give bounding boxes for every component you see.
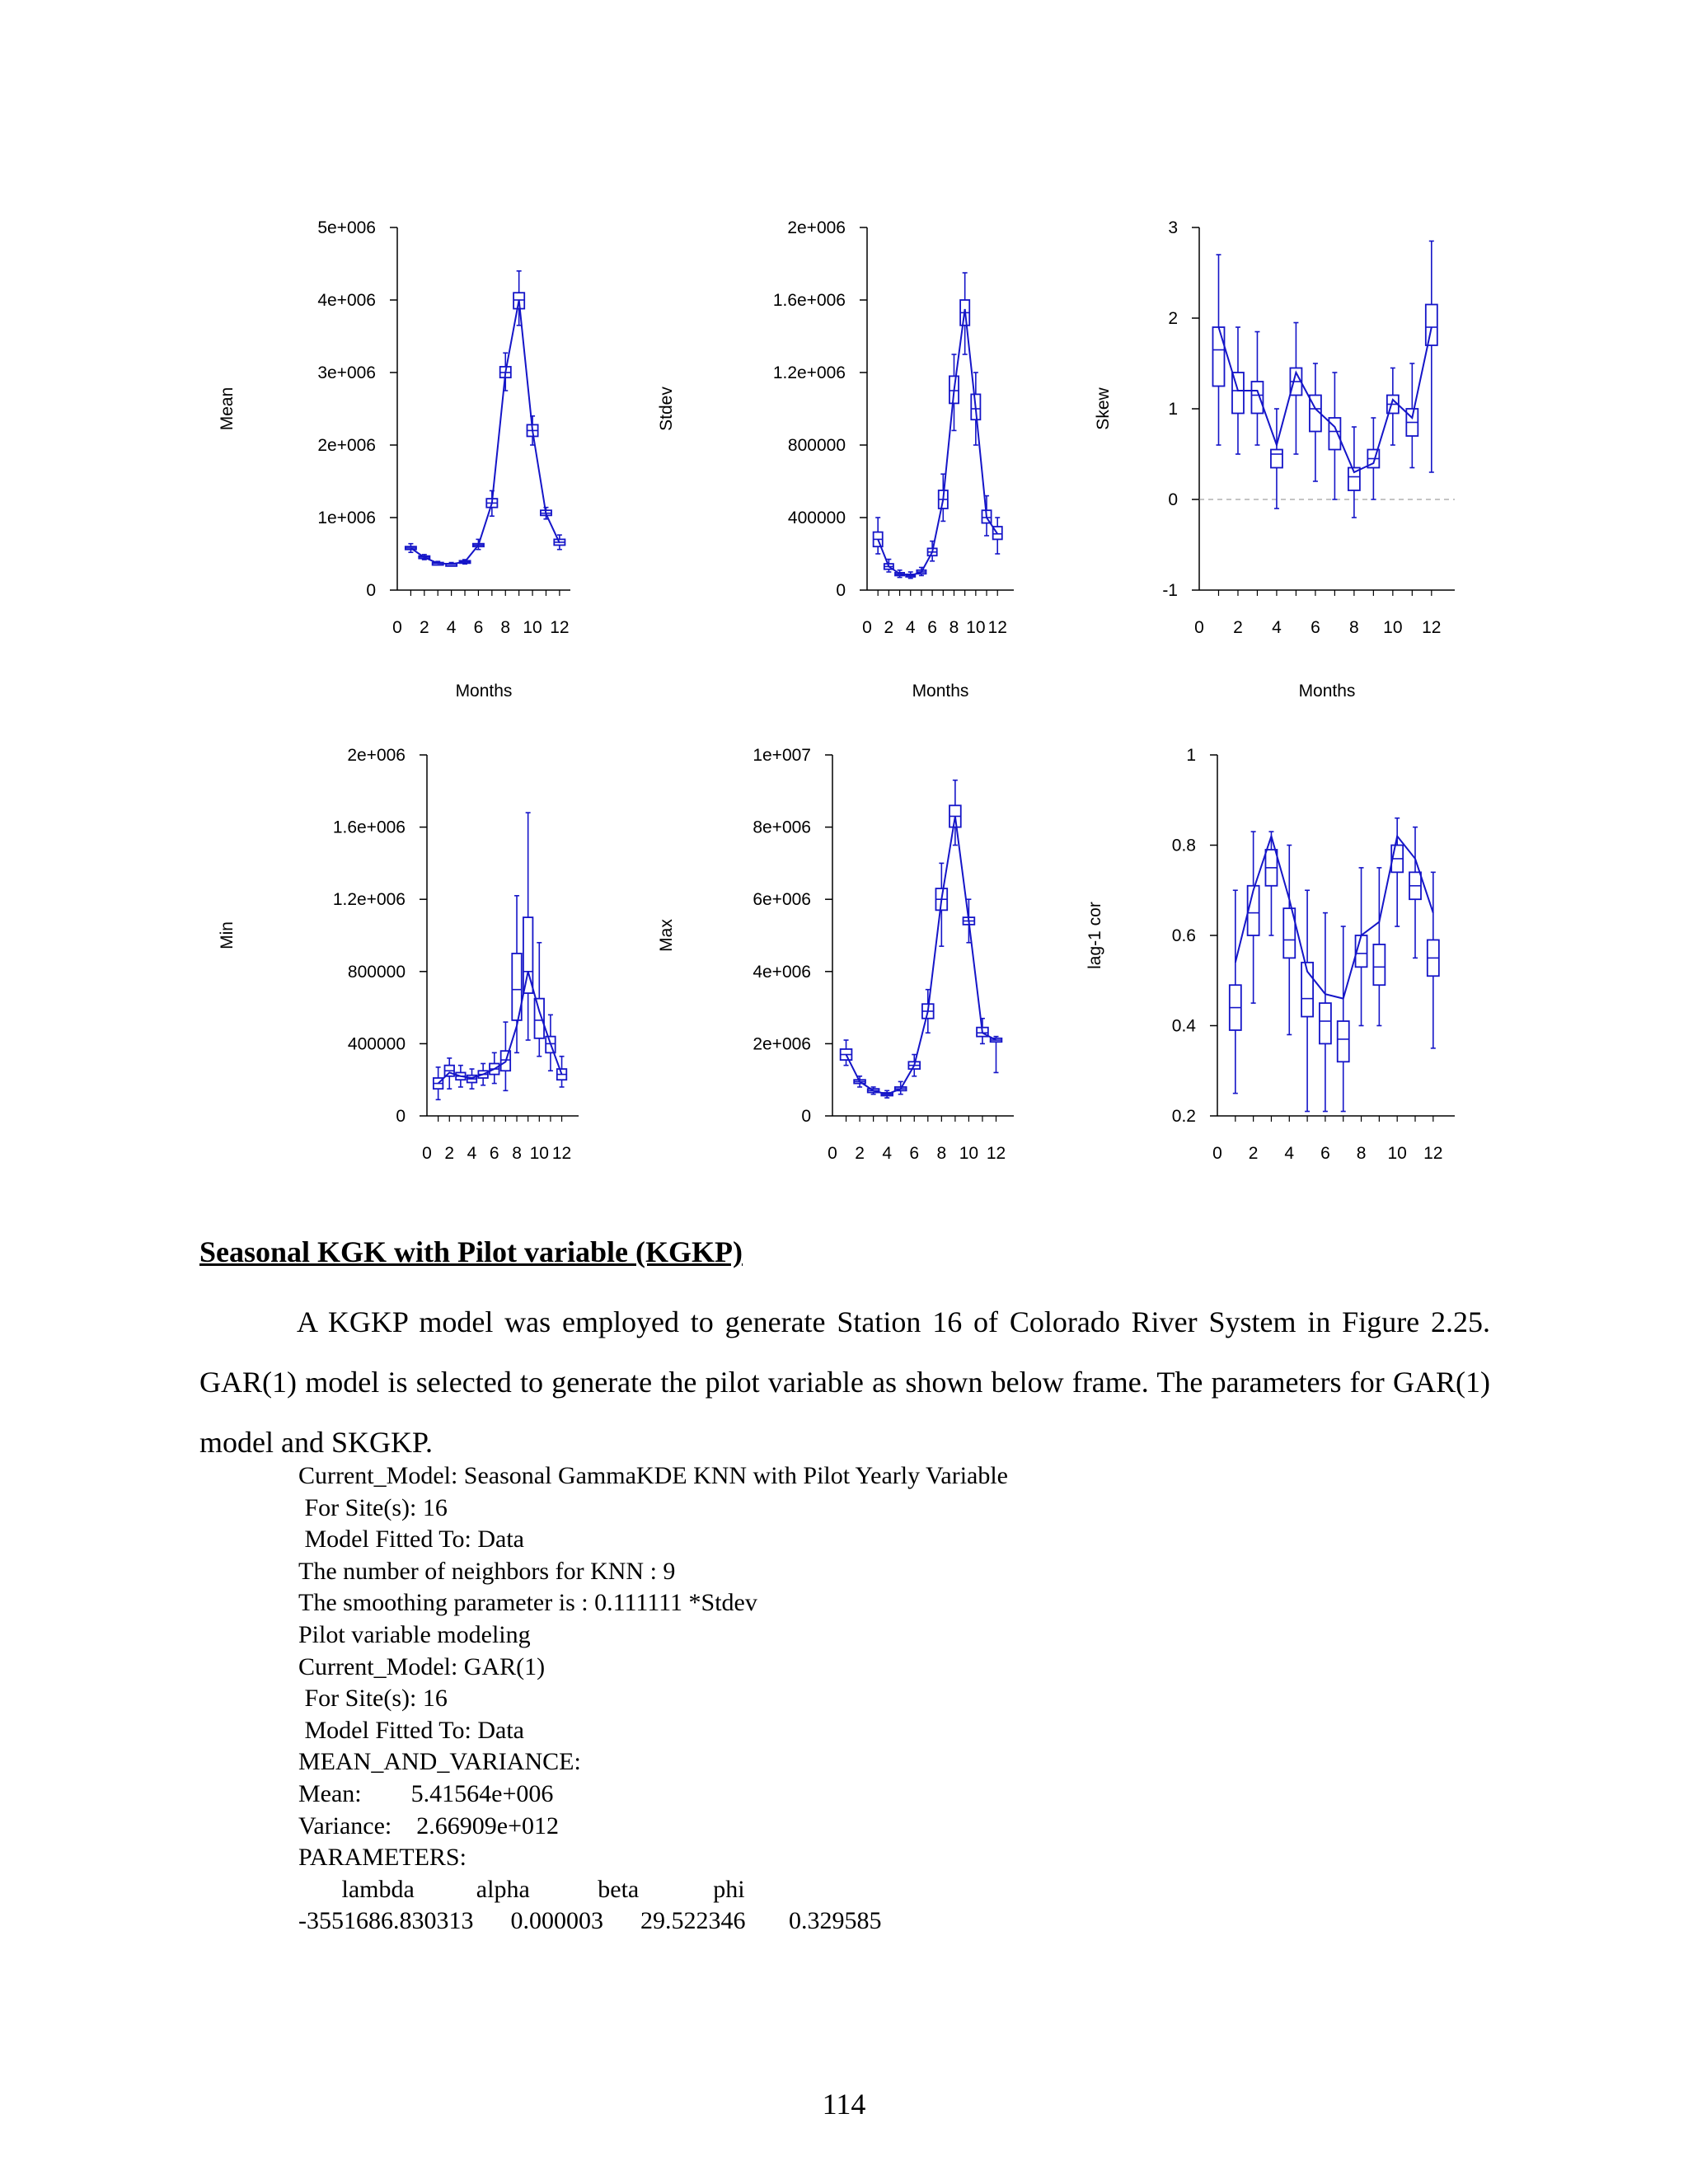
box-month-7 <box>501 1022 511 1090</box>
chart-panel-5 <box>657 746 1014 1163</box>
y-axis-label: Mean <box>218 387 237 431</box>
x-tick-label: 6 <box>1311 618 1320 637</box>
x-tick-label: 8 <box>949 618 959 637</box>
y-tick-label: -1 <box>1162 581 1178 600</box>
box-month-3 <box>1251 332 1263 446</box>
model-output-line: Mean: 5.41564e+006 <box>298 1779 554 1807</box>
box-iqr <box>1320 1003 1331 1043</box>
y-tick-label: 5e+006 <box>317 218 376 237</box>
y-axis-label: Skew <box>1094 387 1113 430</box>
chart-panel-2 <box>657 218 1014 701</box>
y-axis-label: lag-1 cor <box>1085 902 1104 969</box>
y-tick-label: 2e+006 <box>787 218 846 237</box>
x-tick-label: 0 <box>422 1144 432 1163</box>
y-tick-label: 0.2 <box>1171 1107 1196 1126</box>
page-number: 114 <box>822 2088 866 2121</box>
x-tick-label: 2 <box>884 618 894 637</box>
x-tick-label: 2 <box>1248 1144 1259 1163</box>
box-month-10 <box>1387 368 1399 446</box>
x-tick-label: 0 <box>1212 1144 1222 1163</box>
x-tick-label: 6 <box>1320 1144 1330 1163</box>
box-month-11 <box>1409 827 1421 958</box>
x-tick-label: 4 <box>905 618 916 637</box>
chart-panel-4 <box>218 746 579 1163</box>
y-tick-label: 0 <box>396 1107 406 1126</box>
x-tick-label: 0 <box>828 1144 837 1163</box>
y-tick-label: 2 <box>1168 309 1178 328</box>
box-month-12 <box>557 1057 567 1087</box>
y-tick-label: 800000 <box>347 962 406 982</box>
box-month-7 <box>1338 926 1349 1111</box>
y-tick-label: 800000 <box>787 436 846 455</box>
box-month-8 <box>512 896 522 1053</box>
y-tick-label: 1e+007 <box>753 746 811 765</box>
model-output-line: Current_Model: Seasonal GammaKDE KNN with Pilot Yearly Variable <box>298 1462 1008 1489</box>
model-output-line: The smoothing parameter is : 0.111111 *Stdev <box>298 1589 757 1617</box>
y-tick-label: 400000 <box>787 509 846 527</box>
box-month-5 <box>1301 890 1313 1111</box>
model-output-line: For Site(s): 16 <box>298 1685 448 1713</box>
y-tick-label: 2e+006 <box>317 436 376 455</box>
model-output-line: Current_Model: GAR(1) <box>298 1652 546 1680</box>
box-month-9 <box>1367 418 1379 499</box>
x-axis-label: Months <box>912 682 969 701</box>
model-output-line: Model Fitted To: Data <box>298 1526 524 1554</box>
box-month-9 <box>523 813 533 1040</box>
x-tick-label: 0 <box>392 618 402 637</box>
box-month-1 <box>1212 255 1224 445</box>
box-iqr <box>1373 944 1385 985</box>
section-heading: Seasonal KGK with Pilot variable (KGKP) <box>199 1235 743 1268</box>
x-tick-label: 2 <box>855 1144 865 1163</box>
x-tick-label: 10 <box>1387 1144 1407 1163</box>
x-tick-label: 8 <box>1356 1144 1367 1163</box>
chart-panel-3 <box>1094 218 1455 701</box>
y-tick-label: 1e+006 <box>317 509 376 527</box>
box-iqr <box>1212 327 1224 387</box>
x-tick-label: 4 <box>1272 618 1282 637</box>
y-axis-label: Max <box>657 919 676 952</box>
y-tick-label: 0 <box>1168 490 1178 509</box>
y-tick-label: 1 <box>1186 746 1196 765</box>
x-tick-label: 8 <box>512 1144 522 1163</box>
y-tick-label: 1.6e+006 <box>772 291 846 310</box>
box-month-12 <box>1426 241 1437 473</box>
box-month-12 <box>993 518 1002 554</box>
x-tick-label: 12 <box>1422 618 1442 637</box>
observed-line <box>846 816 996 1094</box>
x-tick-label: 2 <box>444 1144 455 1163</box>
y-tick-label: 0.4 <box>1171 1016 1196 1036</box>
model-output-line: PARAMETERS: <box>298 1844 467 1872</box>
y-tick-label: 1.6e+006 <box>332 818 406 837</box>
y-tick-label: 3 <box>1168 218 1178 237</box>
y-tick-label: 2e+006 <box>347 746 406 765</box>
x-tick-label: 8 <box>936 1144 947 1163</box>
x-tick-label: 4 <box>446 618 457 637</box>
x-tick-label: 8 <box>500 618 511 637</box>
box-month-4 <box>1271 409 1282 509</box>
y-tick-label: 4e+006 <box>317 291 376 310</box>
box-month-1 <box>1230 890 1241 1093</box>
model-output-block <box>298 1460 1008 1938</box>
x-tick-label: 2 <box>419 618 429 637</box>
model-output-line: For Site(s): 16 <box>298 1493 448 1521</box>
y-tick-label: 0 <box>366 581 376 600</box>
y-axis-label: Stdev <box>657 387 676 431</box>
x-tick-label: 6 <box>473 618 484 637</box>
x-tick-label: 10 <box>959 1144 979 1163</box>
model-output-line: Variance: 2.66909e+012 <box>298 1811 559 1840</box>
x-tick-label: 4 <box>1284 1144 1295 1163</box>
chart-panel-1 <box>218 218 570 701</box>
y-tick-label: 2e+006 <box>753 1034 811 1054</box>
box-month-6 <box>1310 363 1321 481</box>
box-month-10 <box>1391 818 1403 926</box>
x-tick-label: 12 <box>1423 1144 1443 1163</box>
y-tick-label: 0 <box>801 1107 811 1126</box>
box-month-4 <box>467 1069 477 1089</box>
box-month-12 <box>991 1037 1002 1073</box>
x-tick-label: 10 <box>1383 618 1403 637</box>
model-output-line: Pilot variable modeling <box>298 1620 531 1648</box>
box-month-4 <box>1283 846 1295 1035</box>
x-axis-label: Months <box>1298 682 1356 701</box>
x-tick-label: 4 <box>882 1144 893 1163</box>
y-tick-label: 0.8 <box>1171 836 1196 855</box>
x-tick-label: 4 <box>467 1144 477 1163</box>
model-output-line: MEAN_AND_VARIANCE: <box>298 1748 581 1776</box>
y-tick-label: 400000 <box>347 1034 406 1054</box>
x-tick-label: 2 <box>1233 618 1243 637</box>
y-tick-label: 4e+006 <box>753 962 811 982</box>
y-tick-label: 3e+006 <box>317 363 376 382</box>
observed-line <box>878 309 997 575</box>
x-tick-label: 12 <box>551 1144 572 1163</box>
body-paragraph: A KGKP model was employed to generate Station 16 of Colorado River System in Figure 2.25. GAR(1) model is selected to generate the pilot variable as shown below frame. The parameters for GAR(1) model and SKGKP. <box>199 1305 1490 1459</box>
box-month-9 <box>1373 868 1385 1026</box>
model-output-line: The number of neighbors for KNN : 9 <box>298 1557 676 1585</box>
model-output-line: -3551686.830313 0.000003 29.522346 0.329585 <box>298 1907 882 1935</box>
model-output-line: Model Fitted To: Data <box>298 1716 524 1744</box>
x-tick-label: 0 <box>1194 618 1204 637</box>
y-tick-label: 0.6 <box>1171 926 1196 945</box>
x-tick-label: 10 <box>523 618 542 637</box>
model-output-line: lambda alpha beta phi <box>298 1875 745 1903</box>
y-tick-label: 6e+006 <box>753 890 811 910</box>
x-tick-label: 6 <box>927 618 937 637</box>
box-iqr <box>1251 382 1263 414</box>
y-tick-label: 1.2e+006 <box>332 890 406 910</box>
y-tick-label: 1 <box>1168 400 1178 419</box>
y-tick-label: 8e+006 <box>753 818 811 837</box>
box-month-6 <box>1320 913 1331 1112</box>
x-tick-label: 12 <box>986 1144 1006 1163</box>
box-iqr <box>1271 450 1282 468</box>
x-tick-label: 12 <box>987 618 1007 637</box>
x-tick-label: 10 <box>529 1144 549 1163</box>
box-month-2 <box>1248 832 1259 1003</box>
x-tick-label: 0 <box>862 618 872 637</box>
y-tick-label: 1.2e+006 <box>772 363 846 382</box>
box-iqr <box>1338 1021 1349 1062</box>
y-tick-label: 0 <box>836 581 846 600</box>
x-tick-label: 8 <box>1349 618 1359 637</box>
x-tick-label: 6 <box>489 1144 499 1163</box>
x-tick-label: 12 <box>550 618 570 637</box>
y-axis-label: Min <box>218 921 237 949</box>
x-axis-label: Months <box>455 682 513 701</box>
chart-panel-6 <box>1085 746 1455 1163</box>
observed-line <box>1218 327 1431 472</box>
box-month-1 <box>434 1067 443 1099</box>
box-iqr <box>1426 305 1437 346</box>
x-tick-label: 10 <box>966 618 986 637</box>
x-tick-label: 6 <box>909 1144 920 1163</box>
